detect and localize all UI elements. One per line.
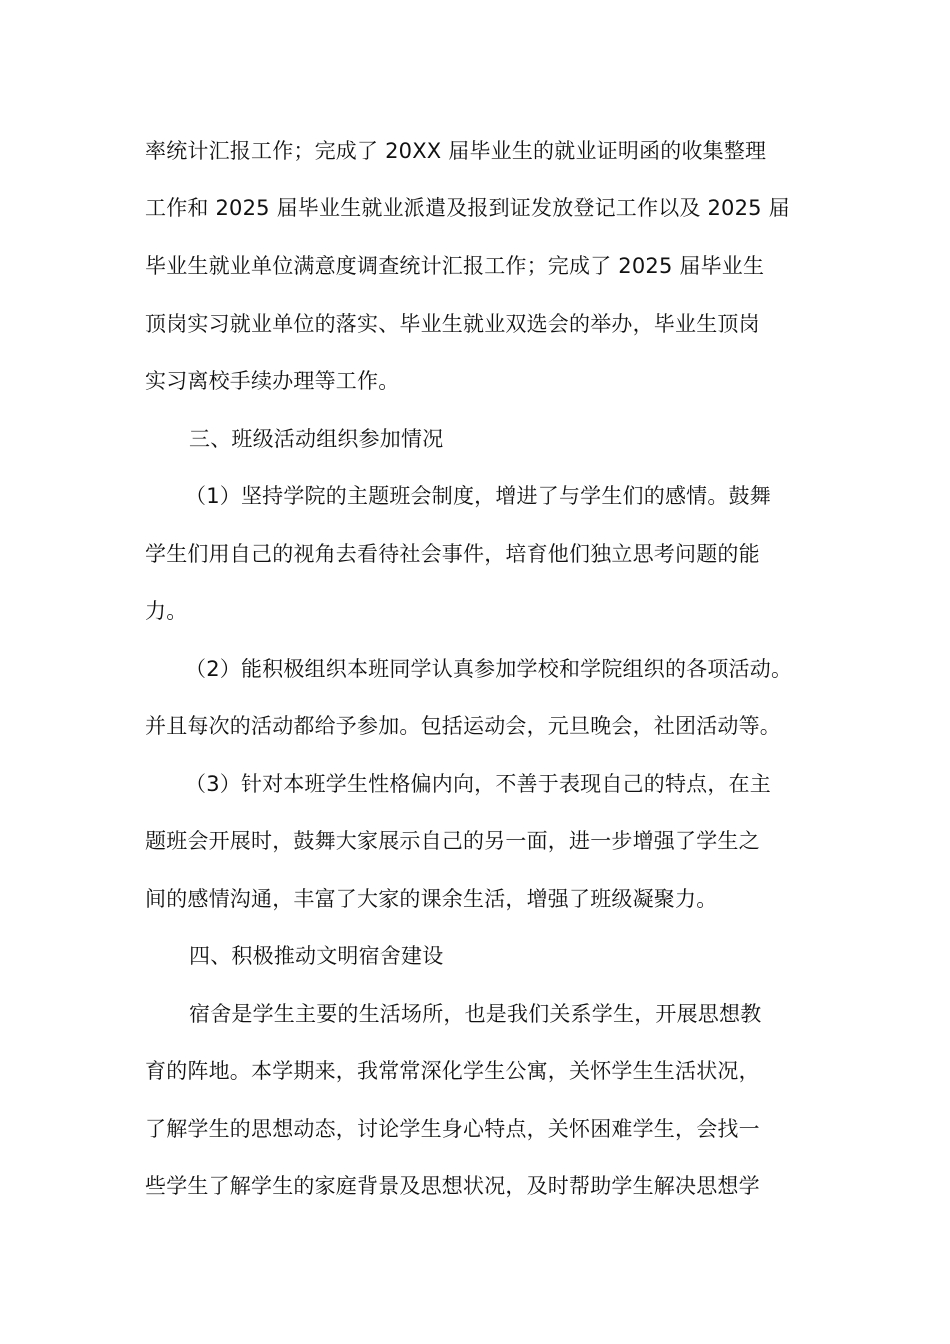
text-line: 实习离校手续办理等工作。: [145, 369, 400, 393]
text-line: 些学生了解学生的家庭背景及思想状况，及时帮助学生解决思想学: [145, 1174, 760, 1198]
text-line: 间的感情沟通，丰富了大家的课余生活，增强了班级凝聚力。: [145, 887, 718, 911]
text-line: 育的阵地。本学期来，我常常深化学生公寓，关怀学生生活状况，: [145, 1059, 760, 1083]
text-line: 毕业生就业单位满意度调查统计汇报工作；完成了 2025 届毕业生: [145, 254, 765, 278]
text-line: 率统计汇报工作；完成了 20XX 届毕业生的就业证明函的收集整理: [145, 139, 767, 163]
text-line: 学生们用自己的视角去看待社会事件，培育他们独立思考问题的能: [145, 542, 760, 566]
text-line: （3）针对本班学生性格偏内向，不善于表现自己的特点，在主: [185, 772, 771, 796]
text-line: 工作和 2025 届毕业生就业派遣及报到证发放登记工作以及 2025 届: [145, 196, 790, 220]
text-line: （1）坚持学院的主题班会制度，增进了与学生们的感情。鼓舞: [185, 484, 771, 508]
text-line: 顶岗实习就业单位的落实、毕业生就业双选会的举办，毕业生顶岗: [145, 312, 760, 336]
text-line: （2）能积极组织本班同学认真参加学校和学院组织的各项活动。: [185, 657, 793, 681]
section-heading: 三、班级活动组织参加情况: [189, 427, 444, 451]
text-line: 了解学生的思想动态，讨论学生身心特点，关怀困难学生，会找一: [145, 1117, 760, 1141]
text-line: 宿舍是学生主要的生活场所，也是我们关系学生，开展思想教: [189, 1002, 762, 1026]
section-heading: 四、积极推动文明宿舍建设: [189, 944, 444, 968]
text-line: 力。: [145, 599, 188, 623]
text-line: 并且每次的活动都给予参加。包括运动会，元旦晚会，社团活动等。: [145, 714, 781, 738]
text-line: 题班会开展时，鼓舞大家展示自己的另一面，进一步增强了学生之: [145, 829, 760, 853]
